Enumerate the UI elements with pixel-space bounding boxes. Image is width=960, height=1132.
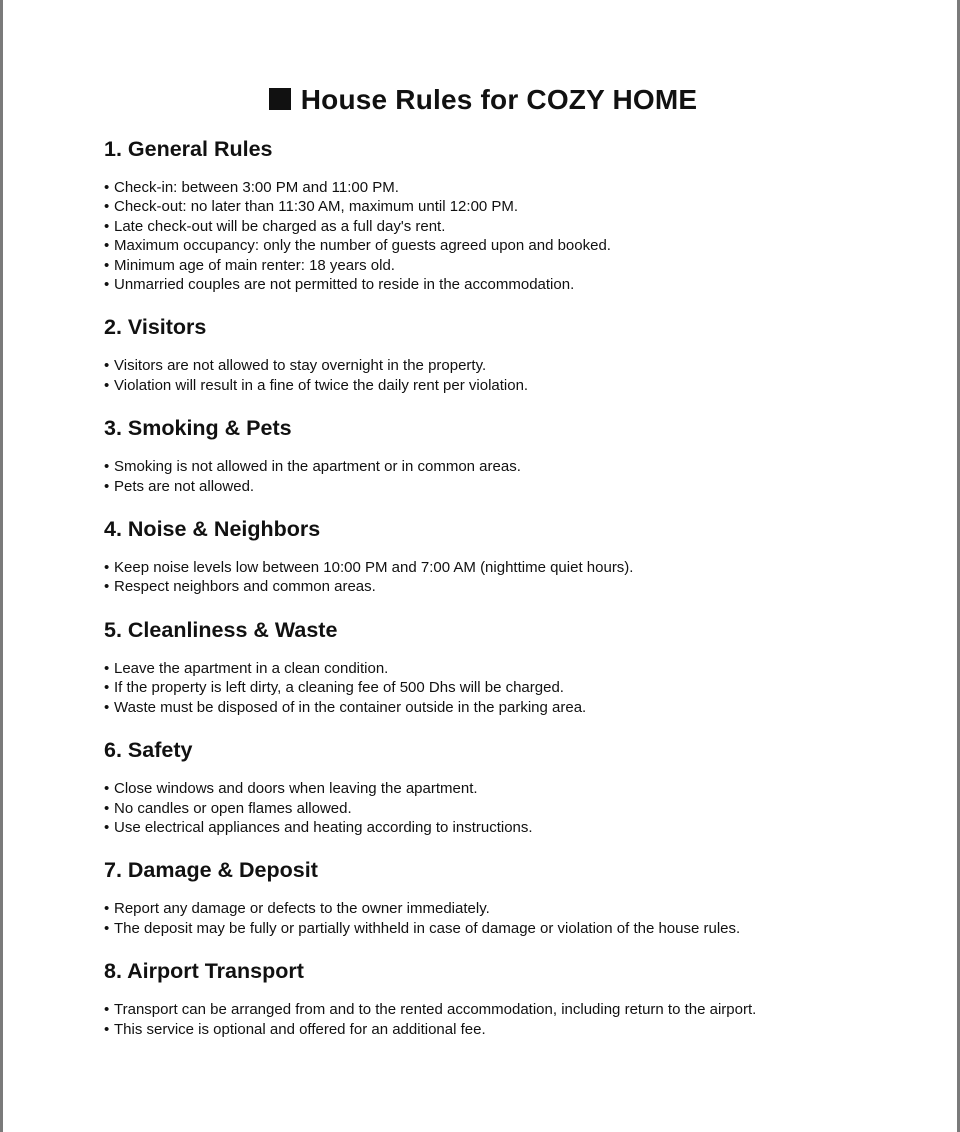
section-heading: 3. Smoking & Pets [104, 416, 292, 441]
bullet-icon: • [104, 276, 110, 294]
rule-item [104, 256, 904, 275]
document-title [3, 82, 960, 118]
section-smoking-pets [104, 413, 904, 496]
rule-list [104, 899, 904, 938]
section-noise-neighbors [104, 514, 904, 597]
bullet-icon: • [104, 900, 110, 918]
rule-item [104, 197, 904, 216]
rule-text: Leave the apartment in a clean condition. [114, 659, 389, 677]
rule-item [104, 376, 904, 395]
rule-text: Transport can be arranged from and to the rented accommodation, including return to the airport. [114, 1001, 757, 1019]
rule-list [104, 1000, 904, 1039]
section-general-rules [104, 134, 904, 294]
rule-item [104, 217, 904, 236]
rule-item [104, 1000, 904, 1019]
rule-item [104, 558, 904, 577]
rule-text: The deposit may be fully or partially withheld in case of damage or violation of the house rules. [114, 919, 741, 937]
rule-text: Unmarried couples are not permitted to reside in the accommodation. [114, 276, 575, 294]
section-cleanliness-waste [104, 615, 904, 717]
section-heading: 7. Damage & Deposit [104, 858, 318, 883]
section-damage-deposit [104, 855, 904, 938]
black-square-icon [269, 88, 291, 110]
section-heading: 4. Noise & Neighbors [104, 517, 321, 542]
rule-item [104, 899, 904, 918]
rule-text: Respect neighbors and common areas. [114, 578, 376, 596]
bullet-icon: • [104, 256, 110, 274]
section-airport-transport [104, 956, 904, 1039]
rule-item [104, 818, 904, 837]
section-heading: 6. Safety [104, 738, 193, 763]
rule-text: Close windows and doors when leaving the apartment. [114, 780, 478, 798]
rule-item [104, 457, 904, 476]
rule-text: Late check-out will be charged as a full day's rent. [114, 217, 446, 235]
bullet-icon: • [104, 679, 110, 697]
rule-item [104, 698, 904, 717]
rule-list [104, 659, 904, 717]
rule-item [104, 178, 904, 197]
section-safety [104, 735, 904, 837]
bullet-icon: • [104, 780, 110, 798]
section-heading: 2. Visitors [104, 315, 207, 340]
bullet-icon: • [104, 1020, 110, 1038]
rule-item [104, 356, 904, 375]
rule-list [104, 558, 904, 597]
rule-list [104, 457, 904, 496]
rule-item [104, 919, 904, 938]
bullet-icon: • [104, 559, 110, 577]
document-title-text: House Rules for COZY HOME [300, 84, 698, 115]
rule-text: Minimum age of main renter: 18 years old. [114, 256, 395, 274]
rule-item [104, 659, 904, 678]
bullet-icon: • [104, 659, 110, 677]
rule-item [104, 577, 904, 596]
rule-text: Keep noise levels low between 10:00 PM and 7:00 AM (nighttime quiet hours). [114, 559, 634, 577]
section-heading: 8. Airport Transport [104, 959, 304, 984]
rule-text: Visitors are not allowed to stay overnight in the property. [114, 357, 487, 375]
rule-item [104, 779, 904, 798]
rule-list [104, 356, 904, 395]
rule-text: Smoking is not allowed in the apartment or in common areas. [114, 458, 521, 476]
rule-text: Check-in: between 3:00 PM and 11:00 PM. [114, 179, 399, 196]
rule-text: No candles or open flames allowed. [114, 799, 352, 817]
rule-text: This service is optional and offered for an additional fee. [114, 1020, 486, 1038]
rule-item [104, 799, 904, 818]
bullet-icon: • [104, 578, 110, 596]
rule-item [104, 275, 904, 294]
bullet-icon: • [104, 217, 110, 235]
section-heading: 5. Cleanliness & Waste [104, 617, 338, 642]
bullet-icon: • [104, 237, 110, 255]
bullet-icon: • [104, 198, 110, 216]
bullet-icon: • [104, 1001, 110, 1019]
section-visitors [104, 312, 904, 395]
rule-text: If the property is left dirty, a cleaning fee of 500 Dhs will be charged. [114, 679, 564, 697]
bullet-icon: • [104, 919, 110, 937]
rule-text: Waste must be disposed of in the container outside in the parking area. [114, 698, 587, 716]
rule-text: Maximum occupancy: only the number of guests agreed upon and booked. [114, 237, 611, 255]
bullet-icon: • [104, 477, 110, 495]
section-heading: 1. General Rules [104, 137, 273, 161]
rule-list [104, 178, 904, 294]
rule-item [104, 477, 904, 496]
rule-text: Check-out: no later than 11:30 AM, maximum until 12:00 PM. [114, 198, 519, 216]
rule-item [104, 678, 904, 697]
rule-item [104, 236, 904, 255]
rule-text: Report any damage or defects to the owner immediately. [114, 900, 490, 918]
bullet-icon: • [104, 818, 110, 836]
bullet-icon: • [104, 698, 110, 716]
bullet-icon: • [104, 799, 110, 817]
rule-text: Violation will result in a fine of twice the daily rent per violation. [114, 376, 529, 394]
bullet-icon: • [104, 458, 110, 476]
bullet-icon: • [104, 376, 110, 394]
rule-list [104, 779, 904, 837]
rule-text: Use electrical appliances and heating according to instructions. [114, 818, 533, 836]
bullet-icon: • [104, 357, 110, 375]
rules-content [104, 134, 904, 1039]
bullet-icon: • [104, 179, 110, 196]
rule-text: Pets are not allowed. [114, 477, 255, 495]
rule-item [104, 1020, 904, 1039]
